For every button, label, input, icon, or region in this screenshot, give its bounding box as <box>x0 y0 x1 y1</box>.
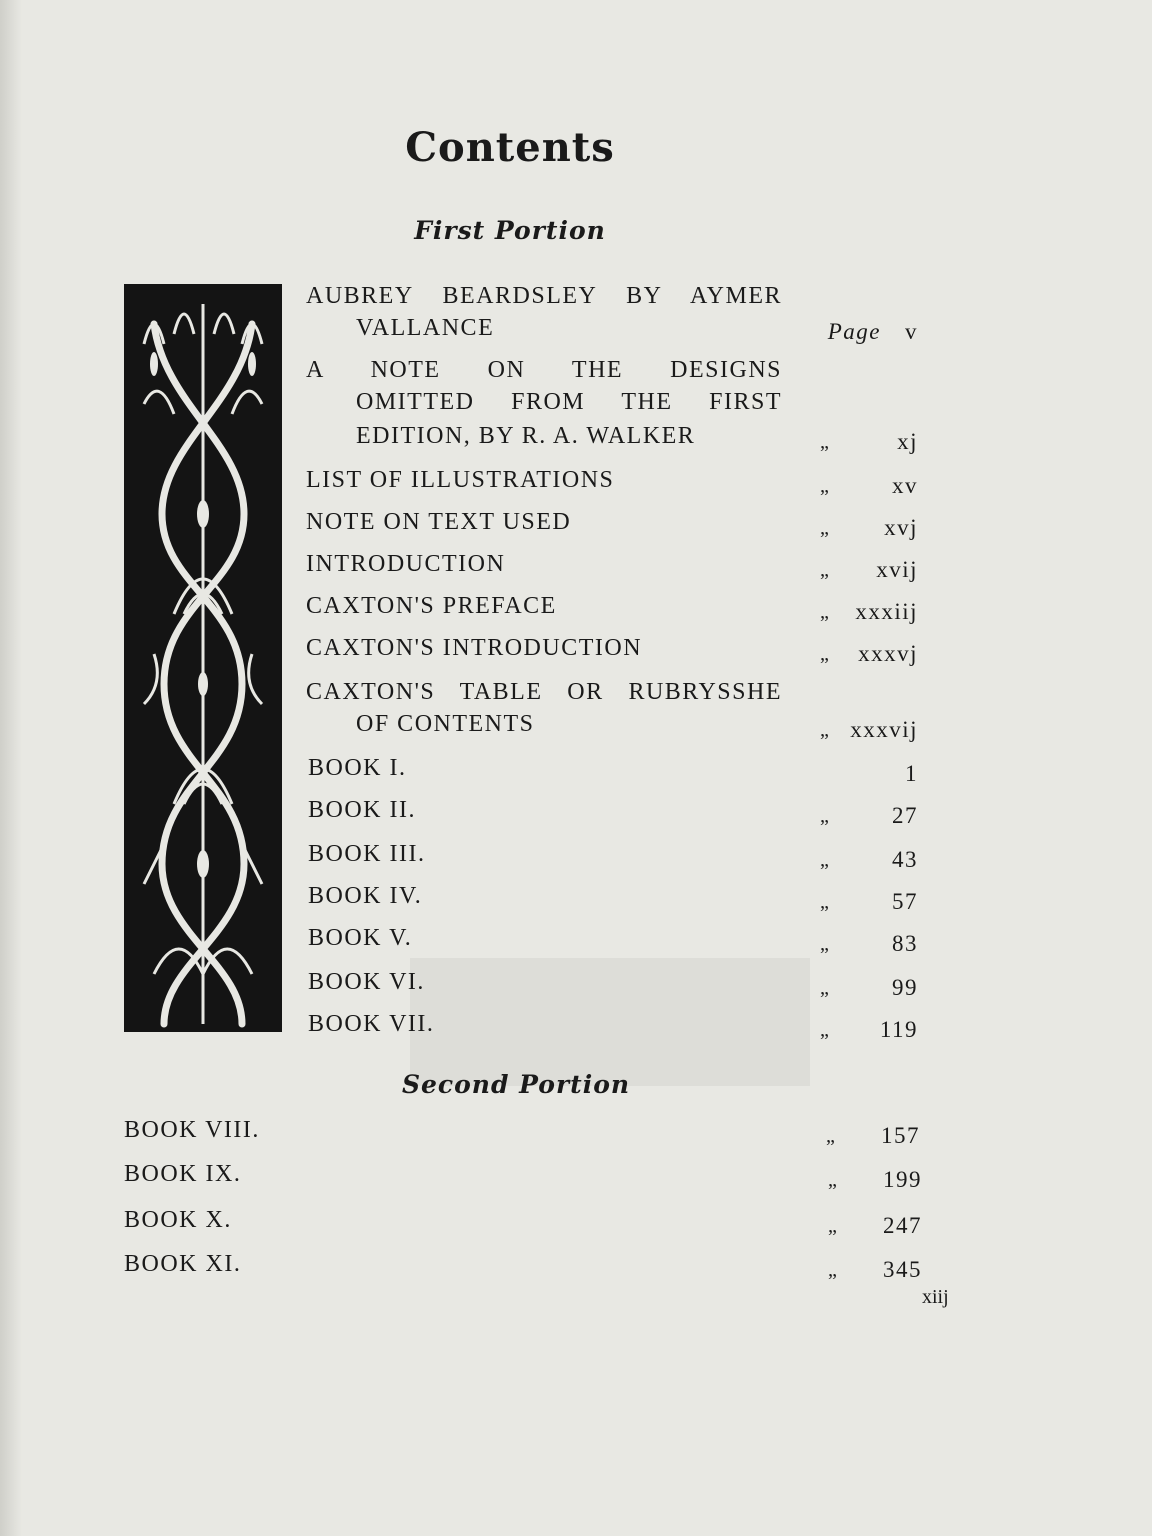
first-portion-heading: First Portion <box>414 216 606 245</box>
page-title: Contents <box>405 124 615 171</box>
toc-entry-title: BOOK II. <box>308 797 416 823</box>
toc-entry-title: BOOK IV. <box>308 883 423 909</box>
toc-entry <box>308 922 928 962</box>
toc-entry-title: INTRODUCTION <box>306 551 506 577</box>
page-label: Page <box>827 319 881 344</box>
toc-entry <box>124 1204 930 1244</box>
ditto-mark: „ <box>820 933 831 955</box>
toc-entry <box>306 590 926 630</box>
toc-entry-page: 83 <box>892 931 918 956</box>
ditto-mark: „ <box>820 431 831 453</box>
toc-entry-title: BOOK X. <box>124 1207 232 1233</box>
toc-entry-page: 99 <box>892 975 918 1000</box>
toc-entry <box>308 838 928 878</box>
toc-entry-title: LIST OF ILLUSTRATIONS <box>306 467 615 493</box>
toc-entry <box>124 1248 930 1288</box>
ditto-mark: „ <box>820 1019 831 1041</box>
ditto-mark: „ <box>820 849 831 871</box>
toc-entry <box>308 966 928 1006</box>
toc-entry-page: 1 <box>905 761 918 786</box>
toc-entry <box>124 1158 930 1198</box>
toc-entry-title: NOTE ON TEXT USED <box>306 509 572 535</box>
toc-entry <box>306 632 926 672</box>
toc-entry-page: xxxiij <box>855 599 918 624</box>
toc-entry-title: BOOK I. <box>308 755 407 781</box>
toc-entry-title: BOOK III. <box>308 841 426 867</box>
ditto-mark: „ <box>828 1215 839 1237</box>
ditto-mark: „ <box>820 559 831 581</box>
toc-entry-title: BOOK VI. <box>308 969 425 995</box>
toc-entry <box>306 676 926 746</box>
toc-entry-title: BOOK VII. <box>308 1011 435 1037</box>
toc-entry <box>308 880 928 920</box>
toc-entry-page: 119 <box>879 1017 918 1042</box>
ditto-mark: „ <box>828 1169 839 1191</box>
ditto-mark: „ <box>820 643 831 665</box>
toc-entry-page: 199 <box>883 1167 922 1192</box>
toc-entry-title-continued: OF CONTENTS <box>356 711 535 737</box>
toc-entry-title: BOOK V. <box>308 925 413 951</box>
toc-entry-page: xxxvij <box>850 717 918 742</box>
toc-entry-title: CAXTON'S TABLE OR RUBRYSSHE <box>306 679 782 705</box>
ditto-mark: „ <box>820 601 831 623</box>
toc-entry-page: xxxvj <box>858 641 918 666</box>
decorative-border-ornament <box>124 284 282 1032</box>
toc-entry <box>124 1114 930 1154</box>
toc-entry-page: xvij <box>876 557 918 582</box>
ditto-mark: „ <box>820 805 831 827</box>
toc-entry-title: CAXTON'S INTRODUCTION <box>306 635 643 661</box>
toc-entry-page: 345 <box>883 1257 922 1282</box>
toc-entry <box>306 506 926 546</box>
toc-entry-page: 247 <box>883 1213 922 1238</box>
toc-entry-title: A NOTE ON THE DESIGNS <box>306 357 782 383</box>
toc-entry-page: 27 <box>892 803 918 828</box>
toc-entry <box>306 354 926 454</box>
ditto-mark: „ <box>820 719 831 741</box>
ditto-mark: „ <box>828 1259 839 1281</box>
toc-entry-page: xvj <box>884 515 918 540</box>
page-folio: xiij <box>922 1286 949 1308</box>
toc-entry <box>308 1008 928 1048</box>
ditto-mark: „ <box>820 977 831 999</box>
toc-entry-page: xj <box>897 429 918 454</box>
toc-entry-title: AUBREY BEARDSLEY BY AYMER <box>306 283 782 309</box>
toc-entry-title-continued: OMITTED FROM THE FIRST <box>356 389 782 415</box>
toc-entry-page: 57 <box>892 889 918 914</box>
toc-entry-title: BOOK XI. <box>124 1251 242 1277</box>
toc-entry <box>308 794 928 834</box>
second-portion-heading: Second Portion <box>401 1070 631 1099</box>
ditto-mark: „ <box>820 517 831 539</box>
toc-entry <box>306 548 926 588</box>
toc-entry <box>306 280 926 344</box>
ditto-mark: „ <box>820 475 831 497</box>
toc-entry-title: BOOK IX. <box>124 1161 242 1187</box>
toc-entry-title-continued: VALLANCE <box>356 315 495 341</box>
ditto-mark: „ <box>820 891 831 913</box>
toc-entry-page: xv <box>892 473 918 498</box>
toc-entry-page: Page v <box>827 319 918 344</box>
toc-entry-page: 157 <box>881 1123 920 1148</box>
toc-entry-title: CAXTON'S PREFACE <box>306 593 557 619</box>
toc-entry <box>308 752 928 792</box>
toc-entry-title: BOOK VIII. <box>124 1117 260 1143</box>
toc-entry <box>306 464 926 504</box>
ditto-mark: „ <box>826 1125 837 1147</box>
toc-entry-title-continued: EDITION, BY R. A. WALKER <box>356 423 696 449</box>
toc-entry-page: 43 <box>892 847 918 872</box>
